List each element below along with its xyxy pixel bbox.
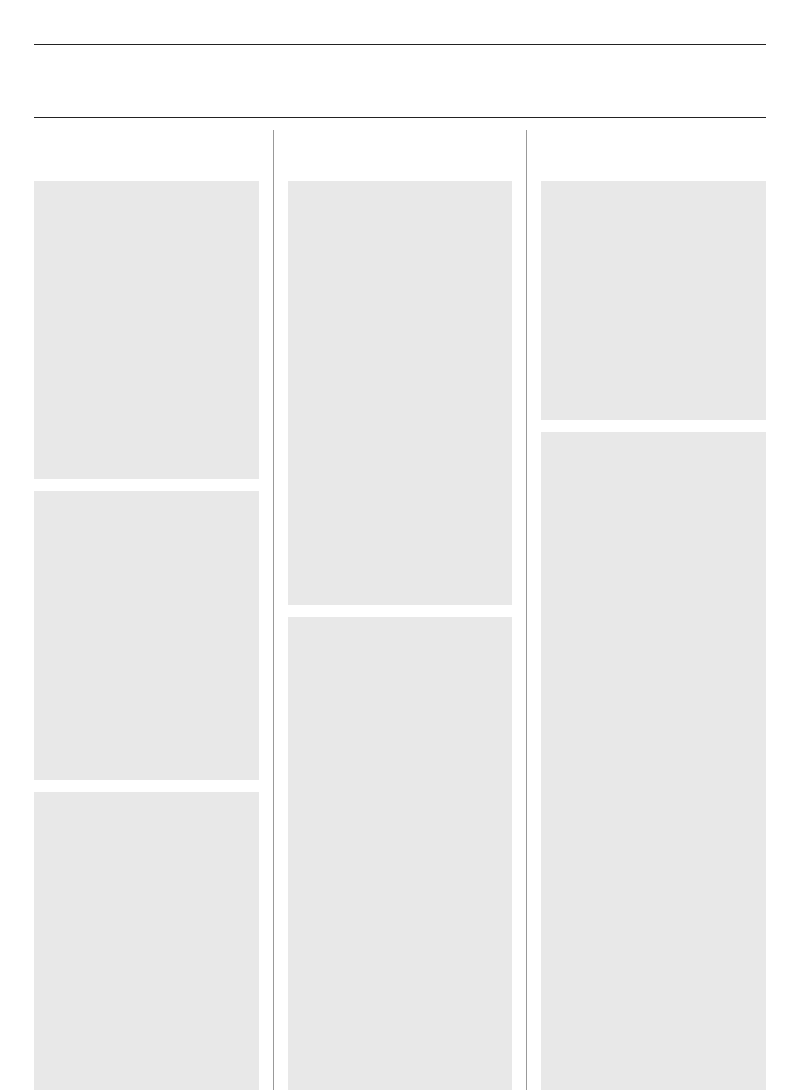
column-1 <box>34 130 259 1090</box>
text-block <box>34 792 259 1090</box>
text-block <box>34 491 259 779</box>
text-block <box>288 617 513 1090</box>
journal-heading <box>34 130 259 144</box>
column-3 <box>541 130 766 1090</box>
journal-heading <box>288 130 513 144</box>
text-block <box>288 181 513 605</box>
running-header <box>34 22 766 45</box>
section-title <box>34 79 766 103</box>
text-block <box>34 181 259 479</box>
issue-line <box>288 156 513 169</box>
issue-line <box>34 156 259 169</box>
issue-line <box>541 156 766 169</box>
column-divider <box>273 130 274 1090</box>
column-2 <box>288 130 513 1090</box>
column-divider <box>526 130 527 1090</box>
text-block <box>541 432 766 1090</box>
title-rule <box>34 117 766 118</box>
publication-line <box>34 22 766 36</box>
text-block <box>541 181 766 420</box>
journal-heading <box>541 130 766 144</box>
article-columns <box>34 130 766 1090</box>
